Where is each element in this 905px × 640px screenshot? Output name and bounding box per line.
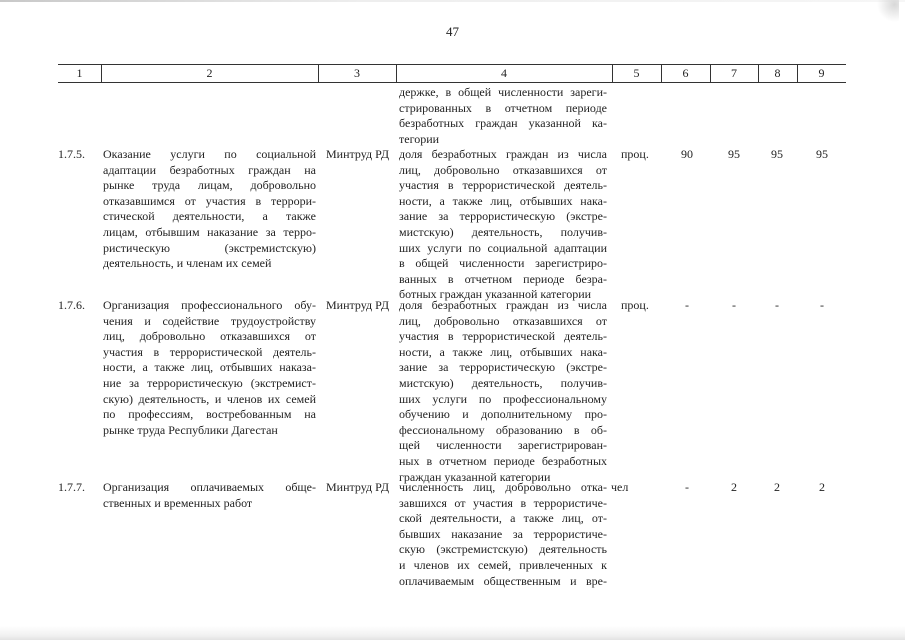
- text-line: бывших наказание за террористиче-: [399, 526, 607, 541]
- scan-corner-shadow: [877, 0, 899, 22]
- text-line: участия в террористической деятель-: [103, 344, 316, 359]
- text-line: ственных и временных работ: [103, 495, 253, 510]
- row-number: 1.7.6.: [58, 298, 85, 312]
- row-indicator-text: [399, 147, 607, 303]
- text-line: мистскую) деятельность, получив-: [399, 224, 607, 239]
- text-line: ние за террористическую (экстремист-: [103, 375, 316, 390]
- text-line: участия в террористической деятель-: [399, 178, 607, 193]
- text-line: скую (экстремистскую) деятельность: [399, 542, 607, 557]
- table-header-top-border: [58, 64, 846, 65]
- row-indicator-text: [399, 298, 607, 485]
- header-col-1: 1: [76, 66, 83, 80]
- text-line: адаптации безработных граждан на: [103, 162, 316, 177]
- text-line: рынке труда лицам, добровольно: [103, 178, 316, 193]
- text-line: отказавшимся от участия в террори-: [103, 193, 316, 208]
- text-line: лиц, добровольно отказавшихся от: [399, 162, 607, 177]
- text-line: в общей численности зарегистриро-: [399, 256, 607, 271]
- row-value-col7: 2: [731, 480, 737, 494]
- text-line: лицам, отбывшим наказание за терро-: [103, 224, 316, 239]
- text-line: граждан указанной категории: [399, 469, 551, 484]
- scan-edge-top: [0, 0, 905, 2]
- row-value-col9: 2: [819, 480, 825, 494]
- header-col-3: 3: [354, 66, 360, 80]
- text-line: тегории: [399, 131, 440, 146]
- text-line: доля безработных граждан из числа: [399, 298, 607, 312]
- text-line: фессиональному образованию в об-: [399, 422, 607, 437]
- header-col-7: 7: [731, 66, 737, 80]
- row-value-col6: 90: [681, 147, 693, 161]
- header-col-2: 2: [206, 66, 213, 80]
- row-indicator-text: [399, 480, 607, 589]
- continued-indicator-text: [399, 85, 607, 147]
- text-line: зание за террористическую (экстре-: [399, 360, 607, 375]
- text-line: стической деятельности, а также: [103, 209, 316, 224]
- text-line: чения и содействие трудоустройству: [103, 313, 316, 328]
- text-line: Организация профессионального обу-: [103, 298, 316, 312]
- text-line: стрированных в отчетном периоде: [399, 100, 607, 115]
- text-line: ванных в отчетном периоде безра-: [399, 271, 607, 286]
- text-line: лиц, добровольно отказавшихся от: [399, 313, 607, 328]
- text-line: обучению и дополнительному про-: [399, 407, 607, 422]
- row-unit: проц.: [621, 298, 649, 312]
- row-value-col6: -: [685, 480, 689, 494]
- text-line: держке, в общей численности зареги-: [399, 85, 607, 99]
- text-line: щей численности зарегистрирован-: [399, 438, 607, 453]
- header-col-8: 8: [774, 66, 781, 80]
- text-line: рынке труда Республики Дагестан: [103, 422, 278, 437]
- row-value-col7: 95: [728, 147, 740, 161]
- page-number: 47: [446, 24, 459, 39]
- row-event-text: [103, 480, 316, 511]
- text-line: ристическую (экстремистскую): [103, 240, 316, 255]
- row-unit: чел: [611, 480, 629, 494]
- text-line: по профессиям, востребованным на: [103, 407, 316, 422]
- row-value-col9: 95: [816, 147, 828, 161]
- row-executor: Минтруд РД: [326, 298, 390, 312]
- text-line: Организация оплачиваемых обще-: [103, 480, 316, 494]
- text-line: безработных граждан указанной ка-: [399, 116, 607, 131]
- text-line: ботных граждан указанной категории: [399, 287, 592, 302]
- row-value-col8: -: [775, 298, 779, 312]
- row-value-col6: -: [685, 298, 689, 312]
- row-value-col9: -: [820, 298, 824, 312]
- header-col-5: 5: [633, 66, 640, 80]
- row-event-text: [103, 147, 316, 272]
- header-col-4: 4: [501, 66, 507, 80]
- text-line: ности, а также лиц, отбывших наказа-: [103, 360, 316, 375]
- row-value-col7: -: [732, 298, 736, 312]
- text-line: завшихся от участия в террористиче-: [399, 495, 607, 510]
- table-header-bottom-border: [58, 82, 846, 83]
- text-line: лиц, добровольно отказавшихся от: [103, 329, 316, 344]
- text-line: ности, а также лиц, отбывших нака-: [399, 344, 607, 359]
- text-line: ской деятельности, а также лиц, от-: [399, 511, 607, 526]
- row-executor: Минтруд РД: [326, 147, 390, 161]
- text-line: деятельность, и членам их семей: [103, 256, 272, 271]
- text-line: доля безработных граждан из числа: [399, 147, 607, 161]
- text-line: ных в отчетном периоде безработных: [399, 453, 607, 468]
- text-line: ших услуги по социальной адаптации: [399, 240, 607, 255]
- text-line: ности, а также лиц, отбывших нака-: [399, 193, 607, 208]
- row-executor: Минтруд РД: [326, 480, 390, 494]
- row-number: 1.7.5.: [58, 147, 85, 161]
- text-line: оплачиваемым общественным и вре-: [399, 573, 607, 588]
- header-col-6: 6: [682, 66, 689, 80]
- text-line: Оказание услуги по социальной: [103, 147, 316, 161]
- row-event-text: [103, 298, 316, 438]
- row-unit: проц.: [621, 147, 649, 161]
- text-line: и членов их семей, привлеченных к: [399, 557, 607, 572]
- text-line: мистскую) деятельность, получив-: [399, 375, 607, 390]
- row-value-col8: 2: [774, 480, 780, 494]
- row-value-col8: 95: [771, 147, 783, 161]
- text-line: численность лиц, добровольно отка-: [399, 480, 607, 494]
- text-line: участия в террористической деятель-: [399, 329, 607, 344]
- text-line: ших услуги по профессиональному: [399, 391, 607, 406]
- row-number: 1.7.7.: [58, 480, 85, 494]
- header-col-9: 9: [818, 66, 825, 80]
- text-line: скую) деятельность, и членов их семей: [103, 391, 316, 406]
- text-line: зание за террористическую (экстре-: [399, 209, 607, 224]
- scan-edge-bottom: [0, 626, 905, 640]
